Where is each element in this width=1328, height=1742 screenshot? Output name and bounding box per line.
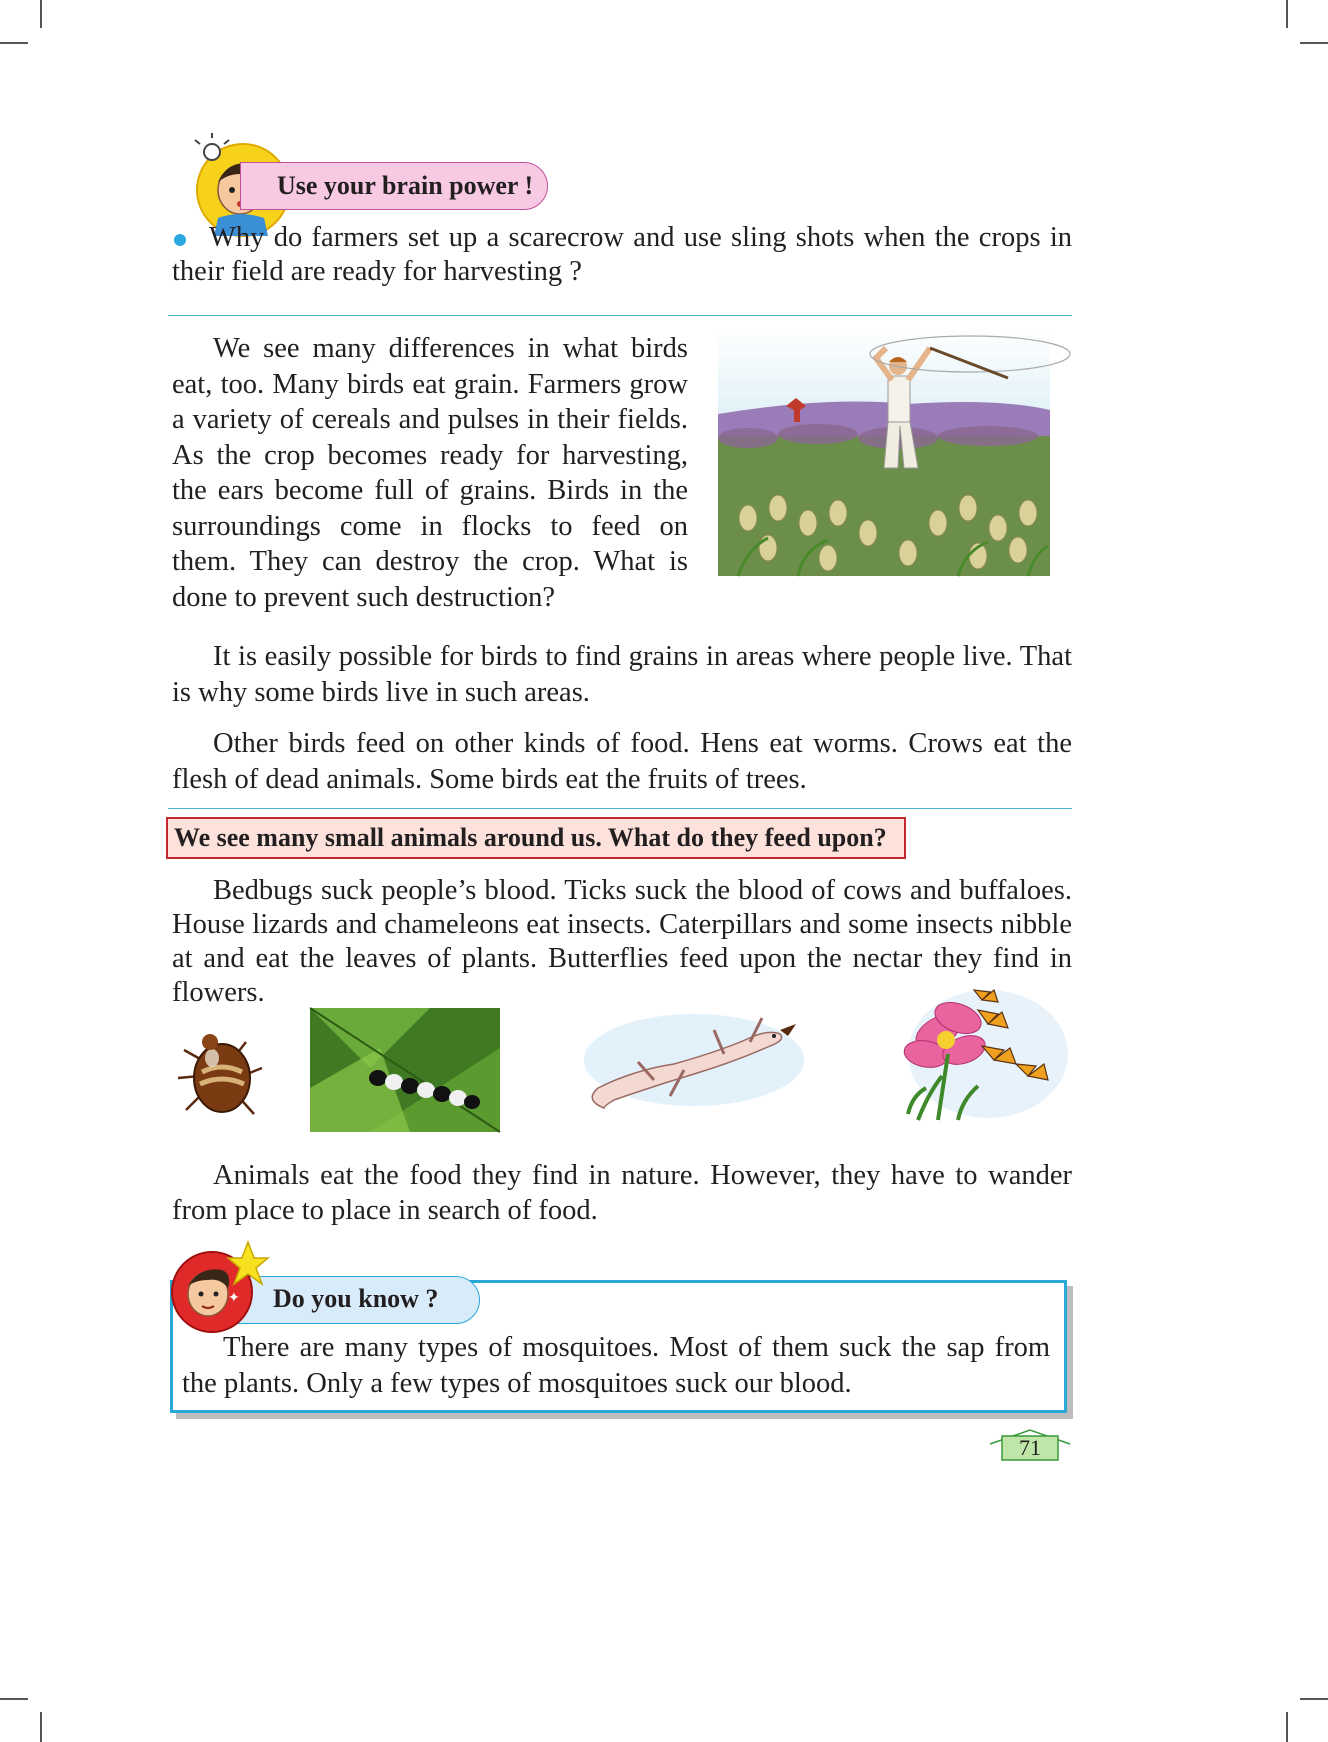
page-number: 71 <box>1019 1435 1041 1460</box>
divider <box>168 808 1072 809</box>
birds-paragraph-3: Other birds feed on other kinds of food. Hens eat worms. Crows eat the flesh of dead animals. Some birds eat the fruits of trees. <box>172 728 1072 795</box>
do-you-know-heading: Do you know ? <box>236 1276 480 1324</box>
brain-power-heading: Use your brain power ! <box>240 162 548 210</box>
crop-mark <box>1286 0 1288 28</box>
farmer-scarecrow-illustration <box>708 318 1060 586</box>
crop-mark <box>40 1712 42 1742</box>
crop-mark <box>0 42 28 44</box>
small-animals-paragraph-2: Animals eat the food they find in nature. However, they have to wander from place to place in search of food. <box>172 1160 1072 1226</box>
do-you-know-text: There are many types of mosquitoes. Most of them suck the sap from the plants. Only a few types of mosquitoes suck our blood. <box>182 1332 1050 1399</box>
crop-mark <box>1300 42 1328 44</box>
curious-boy-icon <box>166 1240 268 1336</box>
crop-mark <box>1300 1698 1328 1700</box>
bedbug-image <box>172 1020 270 1126</box>
birds-paragraph-2: It is easily possible for birds to find grains in areas where people live. That is why some birds live in such areas. <box>172 641 1072 708</box>
crop-mark <box>1286 1712 1288 1742</box>
svg-text:✦: ✦ <box>228 1290 240 1306</box>
crop-mark <box>40 0 42 28</box>
house-lizard-image <box>574 1000 810 1116</box>
butterflies-flower-image <box>898 984 1068 1124</box>
small-animals-heading: We see many small animals around us. What do they feed upon? <box>166 817 906 859</box>
brain-power-question: Why do farmers set up a scarecrow and use sling shots when the crops in their field are ready for harvesting ? <box>172 222 1072 287</box>
birds-paragraph-1: We see many differences in what birds eat, too. Many birds eat grain. Farmers grow a variety of cereals and pulses in their fields. As the crop becomes ready for harvesting, the ears become full of grains. Birds in the surroundings come in flocks to feed on them. They can destroy the crop. What is done to prevent such destruction? <box>172 333 688 613</box>
divider <box>168 315 1072 316</box>
crop-mark <box>0 1698 28 1700</box>
small-animals-paragraph-1: Bedbugs suck people’s blood. Ticks suck the blood of cows and buffaloes. House lizards and chameleons eat insects. Caterpillars and some insects nibble at and eat the leaves of plants. Butterflies feed upon the nectar they find in flowers. <box>172 875 1072 1008</box>
caterpillar-image <box>310 1008 500 1132</box>
